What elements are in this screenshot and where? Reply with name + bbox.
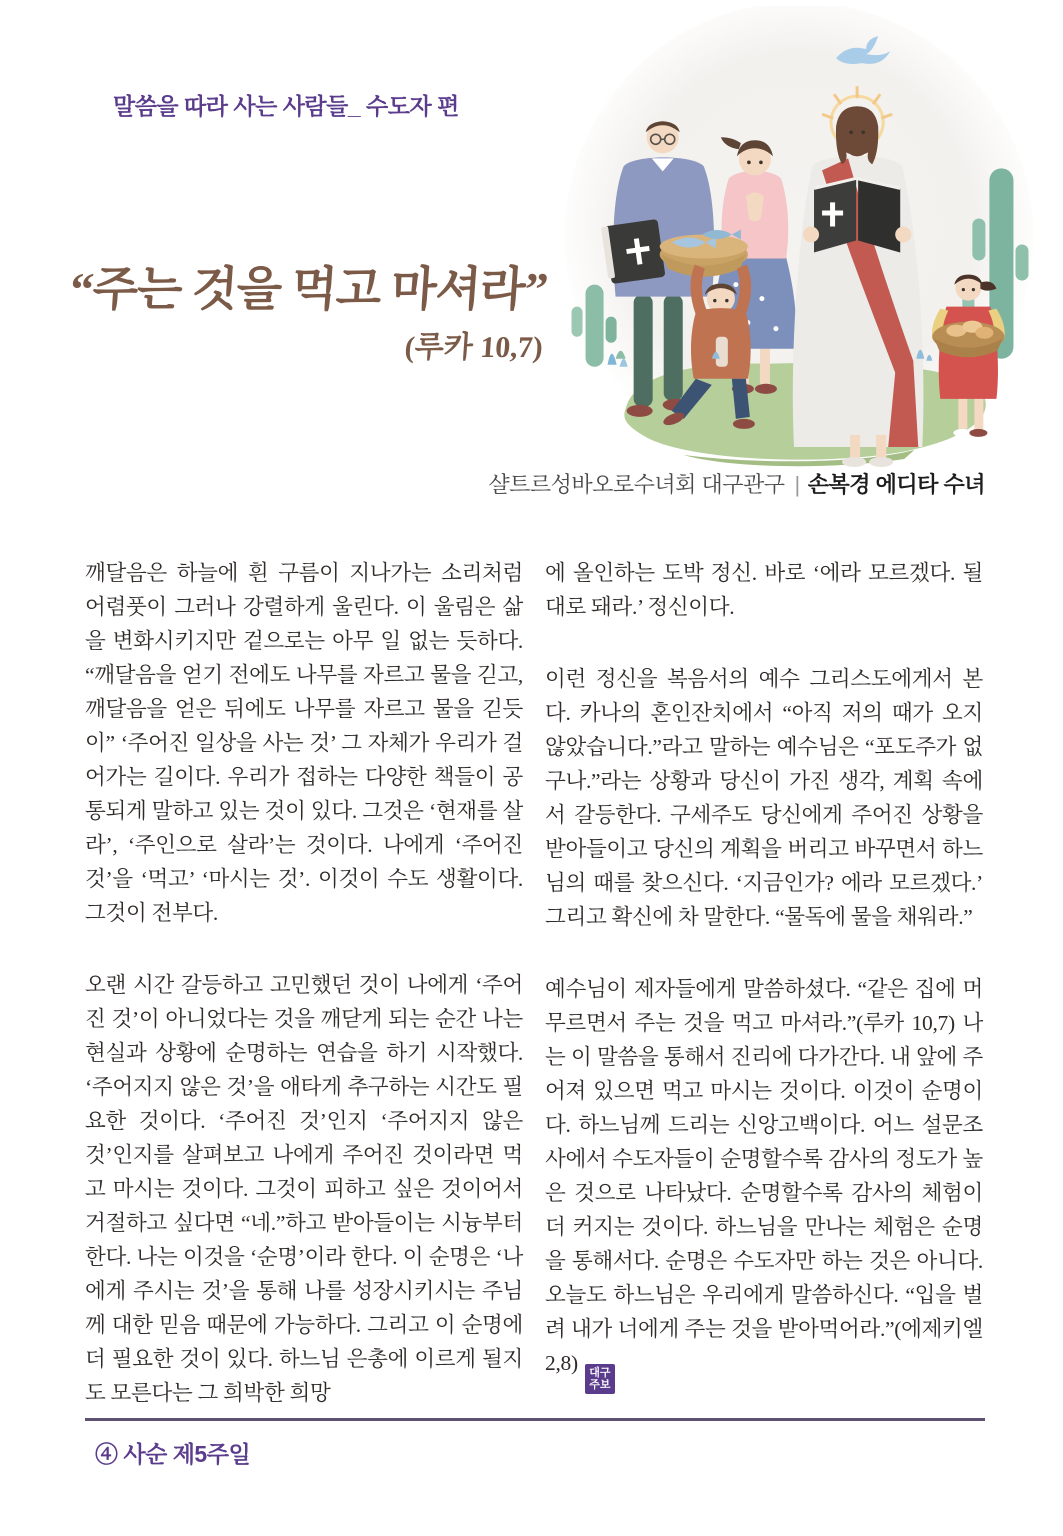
daegu-jubo-seal-icon [585,1364,615,1394]
article-title-reference: (루카 10,7) [403,331,544,365]
category-label: 말씀을 따라 사는 사람들_ 수도자 편 [113,93,459,119]
body-paragraph: 오랜 시간 갈등하고 고민했던 것이 나에게 ‘주어진 것’이 아니었다는 것을 깨닫게 되는 순간 나는 현실과 상황에 순명하는 연습을 하기 시작했다. ‘주어지지 않은 것’을 애타게 추구하는 시간도 필요한 것이다. ‘주어진 것’인지 ‘주어지지 않은 것’인지를 살펴보고 나에게 주어진 것이라면 먹고 마시는 것이다. 그것이 피하고 싶은 것이어서 거절하고 싶다면 “네.”하고 받아들이는 시늉부터 한다. 나는 이것을 ‘순명’이라 한다. 이 순명은 ‘나에게 주시는 것’을 통해 나를 성장시키시는 주님께 대한 믿음 때문에 가능하다. 그리고 이 순명에 더 필요한 것이 있다. 하느님 은총에 이르게 될지도 모른다는 그 희박한 희망 [85,973,523,1405]
article-title-block [55,262,547,366]
body-paragraph [545,972,983,1394]
bread-basket-icon [932,321,1004,358]
seal-line: 대구 [589,1367,611,1379]
right-column [545,556,983,1410]
body-paragraph: 에 올인하는 도박 정신. 바로 ‘에라 모르겠다. 될 대로 돼라.’ 정신이다. [545,561,983,619]
byline-divider: | [794,472,800,497]
bible-icon [601,219,666,284]
paragraph-text: 예수님이 제자들에게 말씀하셨다. “같은 집에 머무르면서 주는 것을 먹고 마셔라.”(루카 10,7) 나는 이 말씀을 통해서 진리에 다가간다. 내 앞에 주어져 있으면 먹고 마시는 것이다. 이것이 순명이다. 하느님께 드리는 신앙고백이다. 어느 설문조사에서 수도자들이 순명할수록 감사의 정도가 높은 것으로 나타났다. 순명할수록 감사의 체험이 더 커지는 것이다. 하느님을 만나는 체험은 순명을 통해서다. 순명은 수도자만 하는 것은 아니다. 오늘도 하느님은 우리에게 말씀하신다. “입을 벌려 내가 너에게 주는 것을 받아먹어라.”(에제키엘 2,8) [545,977,983,1375]
byline-author: 손복경 에디타 수녀 [807,472,985,497]
article-title: “주는 것을 먹고 마셔라” [68,264,549,316]
byline-organization: 샬트르성바오로수녀회 대구관구 [488,472,785,497]
cover-illustration [563,6,1035,472]
illustration-svg [563,6,1035,472]
footer-divider [85,1418,985,1421]
article-body [85,556,983,1410]
body-paragraph: 깨달음은 하늘에 흰 구름이 지나가는 소리처럼 어렴풋이 그러나 강렬하게 울린다. 이 울림은 삶을 변화시키지만 겉으로는 아무 일 없는 듯하다. “깨달음을 얻기 전에도 나무를 자르고 물을 긷고, 깨달음을 얻은 뒤에도 나무를 자르고 물을 긷듯이” ‘주어진 일상을 사는 것’ 그 자체가 우리가 걸어가는 길이다. 우리가 접하는 다양한 책들이 공통되게 말하고 있는 것이 있다. 그것은 ‘현재를 살라’, ‘주인으로 살라’는 것이다. 나에게 ‘주어진 것’을 ‘먹고’ ‘마시는 것’. 이것이 수도 생활이다. 그것이 전부다. [85,561,523,925]
byline [488,468,985,499]
body-paragraph: 이런 정신을 복음서의 예수 그리스도에게서 본다. 카나의 혼인잔치에서 “아직 저의 때가 오지 않았습니다.”라고 말하는 예수님은 “포도주가 없구나.”라는 상황과 당신이 가진 생각, 계획 속에서 갈등한다. 구세주도 당신에게 주어진 상황을 받아들이고 당신의 계획을 버리고 바꾸면서 하느님의 때를 찾으신다. ‘지금인가? 에라 모르겠다.’ 그리고 확신에 차 말한다. “물독에 물을 채워라.” [545,667,983,929]
left-column [85,556,523,1410]
page-footer-label: ④ 사순 제5주일 [95,1441,251,1467]
seal-line: 주보 [589,1379,611,1391]
